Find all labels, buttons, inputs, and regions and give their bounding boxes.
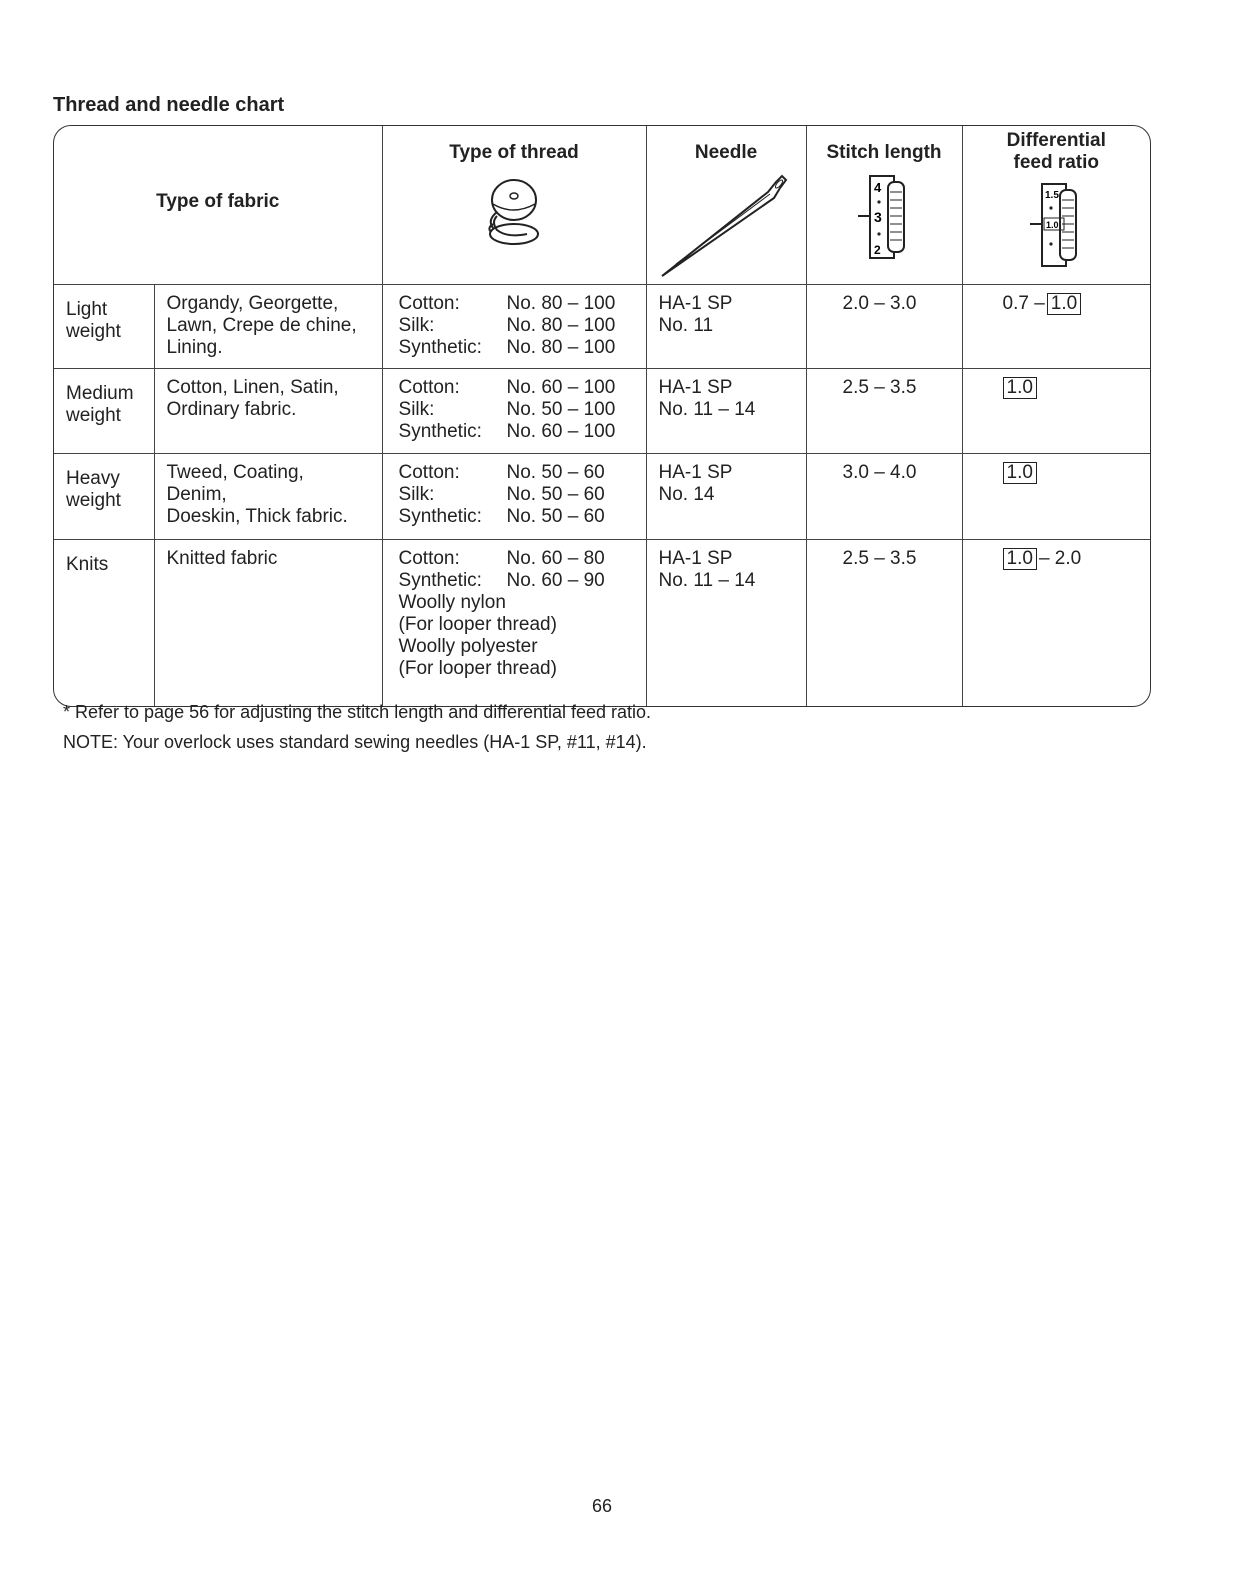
table-row	[54, 285, 1150, 369]
thread-cell	[382, 285, 646, 369]
thread-needle-chart	[53, 125, 1151, 707]
diff-feed-cell: 0.7 – 1.0	[962, 285, 1150, 369]
thread-line: Synthetic: No. 60 – 90	[398, 569, 605, 591]
dial-mark-1-0: 1.0	[1046, 220, 1059, 230]
fabric-types-cell	[154, 539, 382, 706]
footnote: * Refer to page 56 for adjusting the stitch length and differential feed ratio.	[63, 702, 652, 722]
thread-line: Silk: No. 50 – 60	[398, 483, 605, 505]
thread-line: Cotton: No. 60 – 100	[398, 377, 616, 399]
table-row	[54, 453, 1150, 539]
header-thread: Type of thread	[382, 126, 646, 285]
diff-dial-icon	[1026, 180, 1086, 270]
thread-cell	[382, 453, 646, 539]
needle-icon	[656, 172, 796, 282]
diff-feed-cell	[962, 369, 1150, 453]
table-row	[54, 539, 1150, 706]
needle-cell: HA-1 SP No. 11 – 14	[646, 369, 806, 453]
fabric-line: Tweed, Coating,	[166, 461, 304, 483]
thread-line: Cotton: No. 80 – 100	[398, 293, 616, 315]
header-stitch: Stitch length 4 3 2	[806, 126, 962, 285]
dial-mark-1-5: 1.5	[1045, 190, 1060, 201]
header-row	[54, 126, 1150, 285]
fabric-weight-cell: Heavy weight	[54, 453, 154, 539]
fabric-types-cell	[154, 453, 382, 539]
thread-line: Synthetic: No. 60 – 100	[398, 421, 616, 443]
fabric-weight-cell: Medium weight	[54, 369, 154, 453]
diff-boxed-value: 1.0	[1003, 548, 1037, 570]
needle-cell: HA-1 SP No. 11	[646, 285, 806, 369]
dial-mark-2: 2	[874, 243, 881, 257]
stitch-length-cell: 2.5 – 3.5	[806, 369, 962, 453]
thread-line: Synthetic: No. 50 – 60	[398, 505, 605, 527]
fabric-line: Organdy, Georgette,	[166, 293, 339, 315]
fabric-line: Denim,	[166, 483, 227, 505]
fabric-line: Ordinary fabric.	[166, 399, 297, 421]
needle-cell: HA-1 SP No. 11 – 14	[646, 539, 806, 706]
stitch-length-cell: 3.0 – 4.0	[806, 453, 962, 539]
thread-line: (For looper thread)	[398, 613, 557, 635]
dial-mark-4: 4	[874, 180, 882, 195]
diff-boxed-value: 1.0	[1003, 462, 1037, 484]
thread-line: (For looper thread)	[398, 657, 557, 679]
thread-line: Cotton: No. 60 – 80	[398, 547, 605, 569]
page-title: Thread and needle chart	[53, 94, 285, 116]
diff-boxed-value: 1.0	[1047, 293, 1081, 315]
fabric-types-cell	[154, 285, 382, 369]
header-needle: Needle	[646, 126, 806, 285]
thread-cell	[382, 539, 646, 706]
thread-line: Cotton: No. 50 – 60	[398, 461, 605, 483]
thread-spool-icon	[479, 172, 549, 252]
diff-feed-cell: 1.0 – 2.0	[962, 539, 1150, 706]
fabric-line: Cotton, Linen, Satin,	[166, 377, 339, 399]
dial-mark-3: 3	[874, 209, 882, 225]
diff-boxed-value: 1.0	[1003, 377, 1037, 399]
header-fabric: Type of fabric	[54, 126, 382, 285]
thread-line: Synthetic: No. 80 – 100	[398, 337, 616, 359]
table-row	[54, 369, 1150, 453]
stitch-dial-icon	[854, 172, 914, 262]
thread-line: Woolly nylon	[398, 591, 506, 613]
thread-line: Woolly polyester	[398, 635, 538, 657]
stitch-length-cell: 2.0 – 3.0	[806, 285, 962, 369]
stitch-length-cell: 2.5 – 3.5	[806, 539, 962, 706]
chart-table	[54, 126, 1150, 706]
header-diff: Differential feed ratio 1.5 1.0	[962, 126, 1150, 285]
diff-feed-cell	[962, 453, 1150, 539]
thread-cell	[382, 369, 646, 453]
thread-line: Silk: No. 50 – 100	[398, 399, 616, 421]
fabric-line: Lawn, Crepe de chine,	[166, 315, 357, 337]
fabric-line: Knitted fabric	[166, 547, 278, 569]
note: NOTE: Your overlock uses standard sewing needles (HA-1 SP, #11, #14).	[63, 732, 647, 752]
page-number: 66	[591, 1496, 613, 1516]
fabric-line: Lining.	[166, 337, 223, 359]
thread-line: Silk: No. 80 – 100	[398, 315, 616, 337]
fabric-types-cell	[154, 369, 382, 453]
fabric-weight-cell: Light weight	[54, 285, 154, 369]
fabric-weight-cell: Knits	[54, 539, 154, 706]
needle-cell: HA-1 SP No. 14	[646, 453, 806, 539]
fabric-line: Doeskin, Thick fabric.	[166, 505, 348, 527]
